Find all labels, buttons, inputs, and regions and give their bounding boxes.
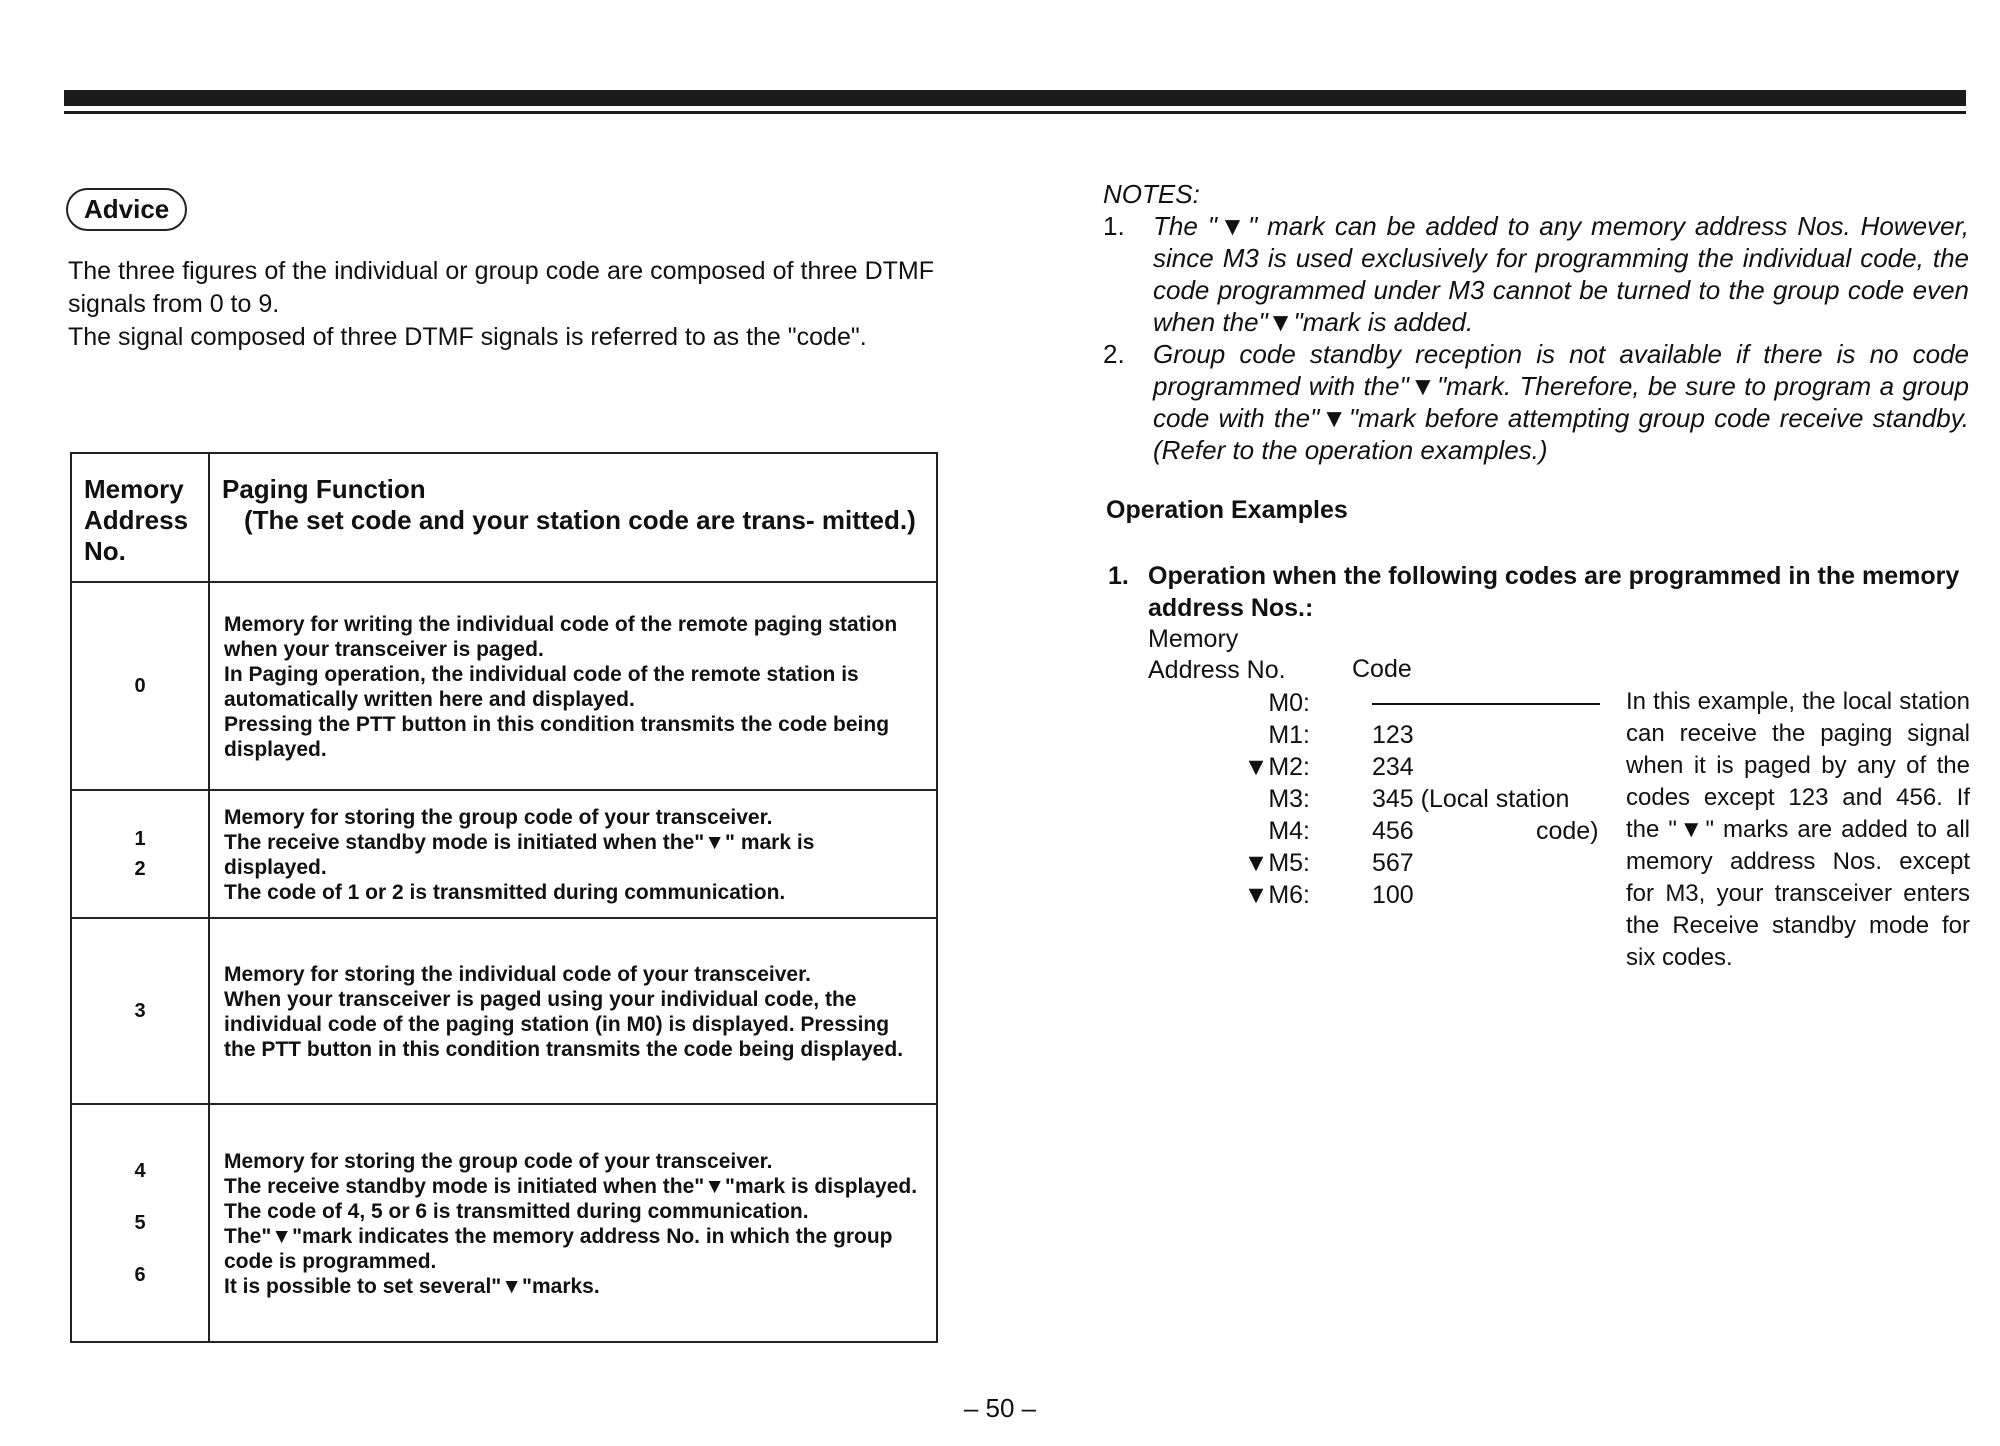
notes-title: NOTES: xyxy=(1103,179,1200,209)
memory-label: Memory xyxy=(1148,625,1239,653)
table-row xyxy=(71,790,937,918)
function-cell xyxy=(209,582,937,790)
address-number: 1 xyxy=(134,828,146,850)
notes-section xyxy=(1103,178,1969,466)
memory-address: M0: xyxy=(1268,689,1310,717)
page-number: – 50 – xyxy=(963,1393,1037,1423)
paging-function-table xyxy=(70,452,938,1343)
header-address-line: Address xyxy=(84,505,189,535)
function-cell xyxy=(209,1104,937,1342)
intro-paragraph-2: The signal composed of three DTMF signals is referred to as the "code". xyxy=(68,323,867,351)
code-value: 234 xyxy=(1372,753,1414,781)
code-trailing-text: code) xyxy=(1536,817,1599,845)
code-row xyxy=(1210,783,1610,815)
function-line: Memory for storing the group code of your transceiver. xyxy=(224,1150,773,1173)
header-function-subtitle: (The set code and your station code are trans- mitted.) xyxy=(244,505,916,535)
function-line: The code of 4, 5 or 6 is transmitted during communication. xyxy=(224,1200,809,1223)
code-row xyxy=(1210,847,1610,879)
empty-code-line xyxy=(1372,703,1600,705)
example-heading-text: Operation when the following codes are programmed in the memory address Nos.: xyxy=(1148,562,1960,622)
function-line: The receive standby mode is initiated when the"▼"mark is displayed. xyxy=(224,1175,918,1198)
header-rule-thin xyxy=(64,111,1966,114)
memory-address: M3: xyxy=(1268,785,1310,813)
address-number: 6 xyxy=(134,1264,146,1286)
code-row xyxy=(1210,751,1610,783)
example-number: 1. xyxy=(1108,562,1129,590)
function-line: The receive standby mode is initiated when the"▼" mark is displayed. xyxy=(224,831,815,879)
intro-text xyxy=(68,255,934,354)
memory-address: M1: xyxy=(1268,721,1310,749)
code-row xyxy=(1210,815,1610,847)
code-row xyxy=(1210,879,1610,911)
function-line: Memory for writing the individual code of the remote paging station when your transceiver is paged. xyxy=(224,613,898,661)
address-cell xyxy=(71,1104,209,1342)
address-number: 5 xyxy=(134,1212,146,1234)
function-line: Memory for storing the group code of your transceiver. xyxy=(224,806,773,829)
header-address-line: No. xyxy=(84,536,126,566)
code-value: 456 xyxy=(1372,817,1414,845)
note-number: 1. xyxy=(1103,211,1125,241)
function-cell xyxy=(209,918,937,1104)
table-row xyxy=(71,582,937,790)
address-cell xyxy=(71,582,209,790)
function-line: In Paging operation, the individual code of the remote station is automatically written here and displayed. xyxy=(224,663,859,711)
address-number: 3 xyxy=(134,1000,146,1022)
table-header-row xyxy=(71,453,937,582)
code-row xyxy=(1210,719,1610,751)
code-value: 567 xyxy=(1372,849,1414,877)
memory-address: ▼M5: xyxy=(1243,849,1310,877)
example-explanation: In this example, the local station can receive the paging signal when it is paged by any of the codes except 123 and 456. If the "▼" marks are added to all memory address Nos. except for M3, your transceiver enters the Receive standby mode for six codes. xyxy=(1626,688,1970,971)
function-line: Pressing the PTT button in this condition transmits the code being displayed. xyxy=(224,713,890,761)
address-cell xyxy=(71,918,209,1104)
code-value: 345 (Local station xyxy=(1372,785,1570,813)
example-heading xyxy=(1108,560,1973,624)
note-item xyxy=(1103,338,1969,466)
address-number: 2 xyxy=(134,858,146,880)
header-paging-function xyxy=(209,453,937,582)
memory-address: M4: xyxy=(1268,817,1310,845)
header-rule-thick xyxy=(64,90,1966,106)
code-column-label: Code xyxy=(1352,655,1412,683)
operation-examples-title: Operation Examples xyxy=(1106,496,1348,524)
function-line: The"▼"mark indicates the memory address No. in which the group code is programmed. xyxy=(224,1225,893,1273)
table-row xyxy=(71,918,937,1104)
intro-paragraph-1: The three figures of the individual or group code are composed of three DTMF signals from 0 to 9. xyxy=(68,257,934,318)
note-text: Group code standby reception is not available if there is no code programmed with the"▼"mark. Therefore, be sure to program a group code with the"▼"mark before attempting group code receive standby. (Refer to the operation examples.) xyxy=(1153,339,1969,465)
memory-address: ▼M2: xyxy=(1243,753,1310,781)
note-item xyxy=(1103,210,1969,338)
note-number: 2. xyxy=(1103,339,1125,369)
address-number: 4 xyxy=(134,1160,146,1182)
header-address-line: Memory xyxy=(84,474,184,504)
code-row xyxy=(1210,687,1610,719)
memory-address-label xyxy=(1148,624,1286,686)
code-list xyxy=(1210,687,1610,911)
address-number: 0 xyxy=(134,675,146,697)
memory-address: ▼M6: xyxy=(1243,881,1310,909)
note-text: The "▼" mark can be added to any memory address Nos. However, since M3 is used exclusively for programming the individual code, the code programmed under M3 cannot be turned to the group code even when the"▼"mark is added. xyxy=(1153,211,1969,337)
function-line: When your transceiver is paged using your individual code, the individual code of the paging station (in M0) is displayed. Pressing the PTT button in this condition transmits the code being displayed. xyxy=(224,988,904,1061)
function-line: Memory for storing the individual code of your transceiver. xyxy=(224,963,811,986)
header-memory-address xyxy=(71,453,209,582)
address-no-label: Address No. xyxy=(1148,656,1286,684)
table-row xyxy=(71,1104,937,1342)
code-value: 100 xyxy=(1372,881,1414,909)
advice-badge: Advice xyxy=(66,188,187,231)
function-line: The code of 1 or 2 is transmitted during communication. xyxy=(224,881,786,904)
code-value: 123 xyxy=(1372,721,1414,749)
header-function-title: Paging Function xyxy=(222,474,426,504)
function-cell xyxy=(209,790,937,918)
address-cell xyxy=(71,790,209,918)
function-line: It is possible to set several"▼"marks. xyxy=(224,1275,600,1298)
